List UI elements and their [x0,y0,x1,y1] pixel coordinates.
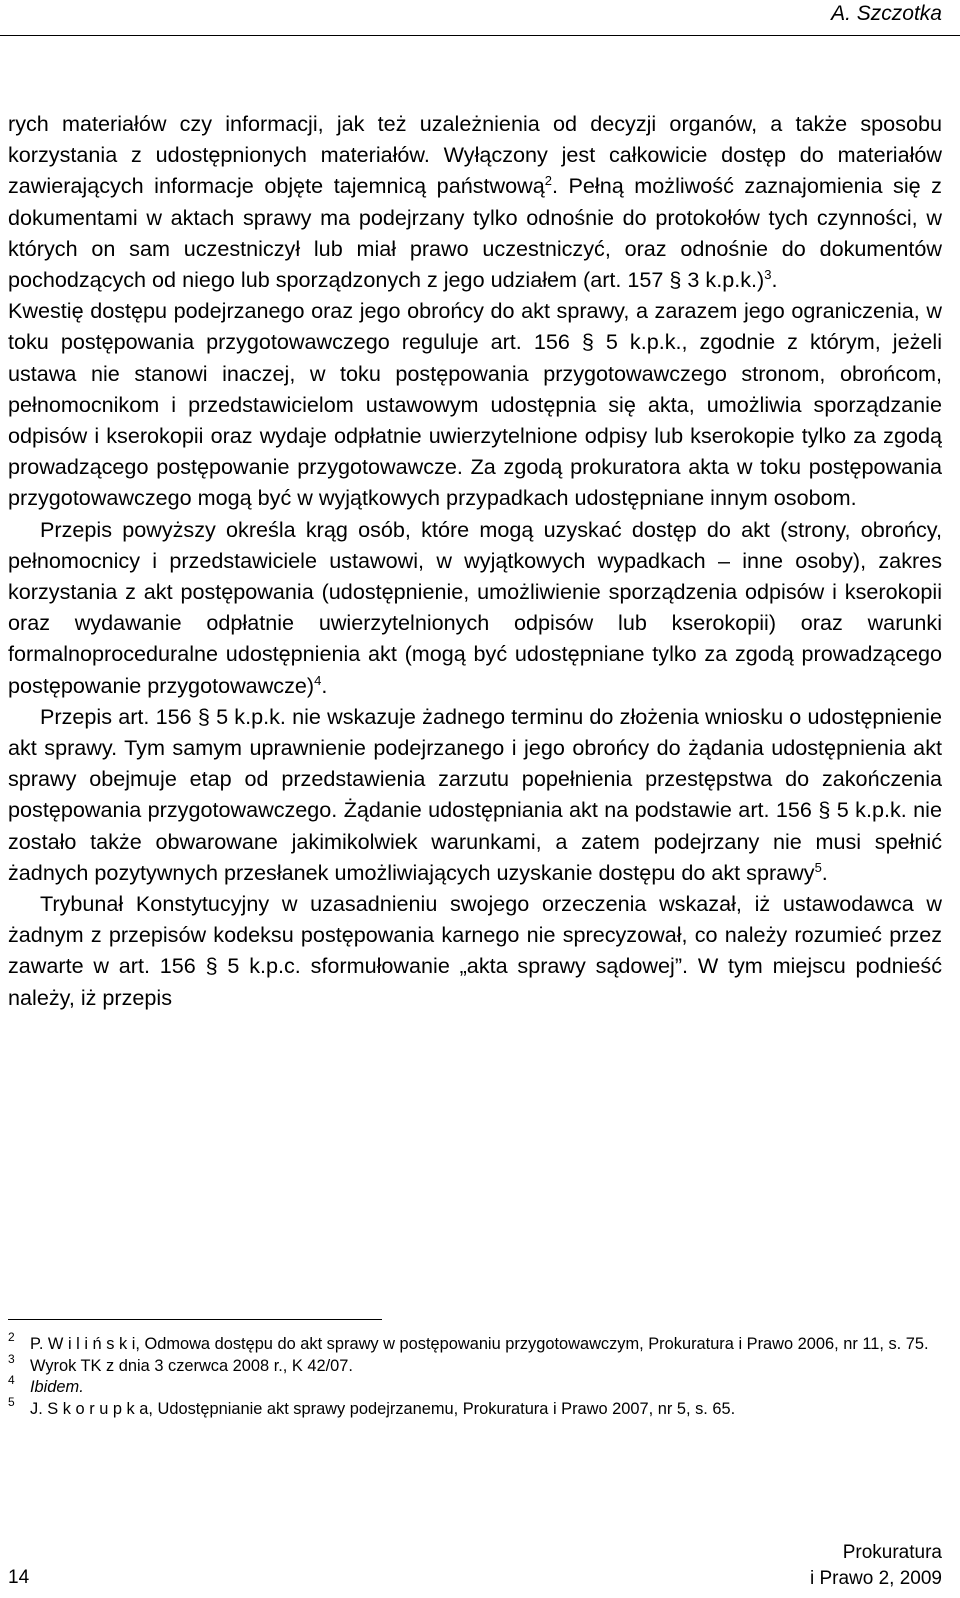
paragraph-text: Kwestię dostępu podejrzanego oraz jego obrońcy do akt sprawy, a zarazem jego ograniczenia, w toku postępowania przygotowawczego reguluje art. 156 § 5 k.p.k., zgodnie z którym, jeżeli ustawa nie stanowi inaczej, w toku postępowania przygotowawczego stronom, obrońcom, pełnomocnikom i przedstawicielom ustawowym udostępnia się akta, umożliwia sporządzanie odpisów i kserokopii oraz wydaje odpłatnie uwierzytelnione odpisy lub kserokopie tylko za zgodą prowadzącego postępowanie przygotowawcze. Za zgodą prokuratora akta w toku postępowania przygotowawczego mogą być w wyjątkowych przypadkach udostępniane innym osobom. [8,298,942,511]
footnote-number: 5 [8,1394,15,1409]
footnote-reference: 2 [544,173,552,189]
journal-footer [810,1540,942,1592]
paragraph-text: . [321,672,328,698]
paragraph-text: . Pełną możliwość zaznajomienia się z dokumentami w aktach sprawy ma podejrzany tylko odnośnie do protokołów tych czynności, w których on sam uczestniczył lub miał prawo uczestniczyć, oraz odnośnie do dokumentów pochodzących od niego lub sporządzonych z jego udziałem (art. 157 § 3 k.p.k.) [8,173,942,293]
footnote-number: 2 [8,1330,15,1344]
body-paragraph [8,295,942,513]
header-divider [0,35,960,36]
article-body [8,108,942,1013]
paragraph-text: Przepis powyższy określa krąg osób, które mogą uzyskać dostęp do akt (strony, obrońcy, pełnomocnicy i przedstawiciele ustawowi, w wyjątkowych wypadkach – inne osoby), zakres korzystania z akt postępowania (udostępnienie, umożliwienie sporządzenia odpisów i kserokopii oraz wydawanie odpłatnie uwierzytelnionych odpisów lub kserokopii) oraz warunki formalnoproceduralne udostępnienia akt (mogą być udostępniane tylko za zgodą prowadzącego postępowanie przygotowawcze) [8,516,942,698]
footnote [8,1351,942,1378]
footnote-text: J. S k o r u p k a, Udostępnianie akt sprawy podejrzanemu, Prokuratura i Prawo 2007, nr 5, s. 65. [30,1399,736,1418]
body-paragraph [8,108,942,295]
body-paragraph [8,514,942,701]
page-number: 14 [8,1567,30,1588]
journal-issue: i Prawo 2, 2009 [809,1568,942,1589]
footnotes-section [8,1330,942,1420]
journal-name: Prokuratura [842,1542,942,1563]
paragraph-text: . [821,859,828,885]
footnote [8,1394,942,1421]
paragraph-text: rych materiałów czy informacji, jak też uzależnienia od decyzji organów, a także sposobu korzystania z udostępnionych materiałów. Wyłączony jest całkowicie dostęp do materiałów zawierających informacje objęte tajemnicą państwową [8,111,942,199]
body-paragraph [8,701,942,888]
footnote [8,1373,942,1399]
body-paragraph [8,888,942,1013]
footnote-number: 3 [8,1351,15,1366]
paragraph-text: . [771,267,778,293]
paragraph-text: Trybunał Konstytucyjny w uzasadnieniu swojego orzeczenia wskazał, iż ustawodawca w żadnym z przepisów kodeksu postępowania karnego nie sprecyzował, co należy rozumieć przez zawarte w art. 156 § 5 k.p.c. sformułowanie „akta sprawy sądowej”. W tym miejscu podnieść należy, iż przepis [8,891,942,1010]
running-header-author: A. Szczotka [831,2,942,25]
footnote-text: Ibidem. [30,1378,84,1396]
footnote-text: P. W i l i ń s k i, Odmowa dostępu do akt sprawy w postępowaniu przygotowawczym, Prokuratura i Prawo 2006, nr 11, s. 75. [30,1335,929,1353]
footnote-divider [8,1319,382,1320]
paragraph-text: Przepis art. 156 § 5 k.p.k. nie wskazuje żadnego terminu do złożenia wniosku o udostępnienie akt sprawy. Tym samym uprawnienie podejrzanego i jego obrońcy do żądania udostępnienia akt sprawy obejmuje etap od przedstawienia zarzutu popełnienia przestępstwa do zakończenia postępowania przygotowawczego. Żądanie udostępniania akt na podstawie art. 156 § 5 k.p.k. nie zostało także obwarowane jakimikolwiek warunkami, a zatem podejrzany nie musi spełnić żadnych pozytywnych przesłanek umożliwiających uzyskanie dostępu do akt sprawy [8,703,942,885]
footnote-reference: 4 [314,672,322,688]
footnote-reference: 3 [764,266,772,282]
footnote-number: 4 [8,1373,15,1387]
footnote-reference: 5 [814,859,822,875]
footnote [8,1330,942,1356]
footnote-text: Wyrok TK z dnia 3 czerwca 2008 r., K 42/07. [30,1356,353,1375]
